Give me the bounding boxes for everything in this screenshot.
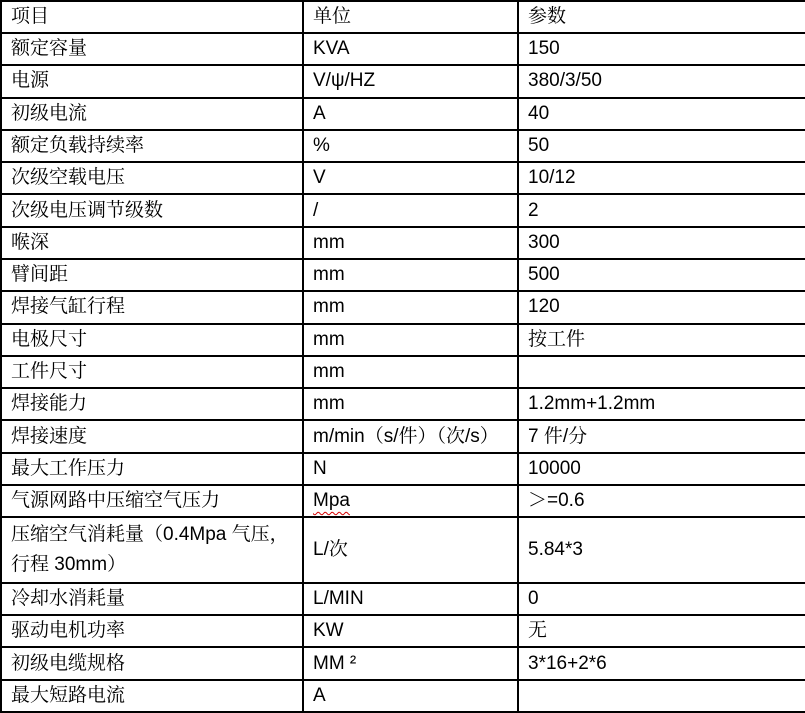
header-value: 参数 bbox=[518, 1, 805, 33]
item-cell: 臂间距 bbox=[1, 259, 303, 291]
value-cell: 50 bbox=[518, 130, 805, 162]
table-row bbox=[1, 420, 805, 452]
value-cell: 10/12 bbox=[518, 162, 805, 194]
item-cell: 冷却水消耗量 bbox=[1, 583, 303, 615]
unit-cell: m/min（s/件）（次/s） bbox=[303, 420, 518, 452]
value-cell: 40 bbox=[518, 98, 805, 130]
value-cell: 120 bbox=[518, 291, 805, 323]
table-row bbox=[1, 324, 805, 356]
item-cell: 初级电流 bbox=[1, 98, 303, 130]
value-cell: 3*16+2*6 bbox=[518, 647, 805, 679]
table-row bbox=[1, 517, 805, 583]
unit-cell: A bbox=[303, 98, 518, 130]
value-cell bbox=[518, 356, 805, 388]
unit-cell: mm bbox=[303, 291, 518, 323]
item-cell: 驱动电机功率 bbox=[1, 615, 303, 647]
unit-cell: % bbox=[303, 130, 518, 162]
table-row bbox=[1, 453, 805, 485]
value-cell: 380/3/50 bbox=[518, 65, 805, 97]
value-cell: 1.2mm+1.2mm bbox=[518, 388, 805, 420]
value-cell bbox=[518, 680, 805, 712]
unit-cell: KW bbox=[303, 615, 518, 647]
unit-cell bbox=[303, 485, 518, 517]
header-row bbox=[1, 1, 805, 33]
unit-cell: V/ψ/HZ bbox=[303, 65, 518, 97]
item-cell: 焊接速度 bbox=[1, 420, 303, 452]
value-cell: 0 bbox=[518, 583, 805, 615]
value-cell: 150 bbox=[518, 33, 805, 65]
unit-cell: mm bbox=[303, 259, 518, 291]
item-cell: 额定负载持续率 bbox=[1, 130, 303, 162]
table-row bbox=[1, 485, 805, 517]
item-cell: 次级电压调节级数 bbox=[1, 194, 303, 226]
table-row bbox=[1, 98, 805, 130]
item-cell: 喉深 bbox=[1, 227, 303, 259]
table-row bbox=[1, 227, 805, 259]
unit-cell: mm bbox=[303, 324, 518, 356]
table-row bbox=[1, 615, 805, 647]
unit-text-spellchecked: Mpa bbox=[313, 490, 350, 512]
item-cell: 电源 bbox=[1, 65, 303, 97]
value-cell: 2 bbox=[518, 194, 805, 226]
header-unit: 单位 bbox=[303, 1, 518, 33]
header-item: 项目 bbox=[1, 1, 303, 33]
item-cell: 次级空载电压 bbox=[1, 162, 303, 194]
item-cell: 最大工作压力 bbox=[1, 453, 303, 485]
value-cell: 5.84*3 bbox=[518, 517, 805, 583]
value-cell: 10000 bbox=[518, 453, 805, 485]
table-row bbox=[1, 130, 805, 162]
unit-cell: / bbox=[303, 194, 518, 226]
item-cell: 最大短路电流 bbox=[1, 680, 303, 712]
value-cell: 7 件/分 bbox=[518, 420, 805, 452]
item-cell: 气源网路中压缩空气压力 bbox=[1, 485, 303, 517]
item-cell: 焊接能力 bbox=[1, 388, 303, 420]
table-row bbox=[1, 65, 805, 97]
item-cell: 额定容量 bbox=[1, 33, 303, 65]
item-cell: 初级电缆规格 bbox=[1, 647, 303, 679]
value-cell: 无 bbox=[518, 615, 805, 647]
unit-cell: mm bbox=[303, 356, 518, 388]
value-cell: 300 bbox=[518, 227, 805, 259]
table-row bbox=[1, 194, 805, 226]
unit-cell: mm bbox=[303, 227, 518, 259]
value-cell: 按工件 bbox=[518, 324, 805, 356]
unit-cell: L/MIN bbox=[303, 583, 518, 615]
table-row bbox=[1, 680, 805, 712]
table-row bbox=[1, 291, 805, 323]
unit-cell: N bbox=[303, 453, 518, 485]
table-row bbox=[1, 583, 805, 615]
unit-cell: KVA bbox=[303, 33, 518, 65]
value-cell: 500 bbox=[518, 259, 805, 291]
table-row bbox=[1, 388, 805, 420]
table-row bbox=[1, 162, 805, 194]
item-cell: 电极尺寸 bbox=[1, 324, 303, 356]
table-row bbox=[1, 647, 805, 679]
table-row bbox=[1, 259, 805, 291]
value-cell: ＞=0.6 bbox=[518, 485, 805, 517]
item-cell: 焊接气缸行程 bbox=[1, 291, 303, 323]
item-cell: 压缩空气消耗量（0.4Mpa 气压，行程 30mm） bbox=[1, 517, 303, 583]
table-row bbox=[1, 33, 805, 65]
unit-cell: MM ² bbox=[303, 647, 518, 679]
item-cell: 工件尺寸 bbox=[1, 356, 303, 388]
table-row bbox=[1, 356, 805, 388]
unit-cell: L/次 bbox=[303, 517, 518, 583]
unit-cell: A bbox=[303, 680, 518, 712]
unit-cell: mm bbox=[303, 388, 518, 420]
unit-cell: V bbox=[303, 162, 518, 194]
